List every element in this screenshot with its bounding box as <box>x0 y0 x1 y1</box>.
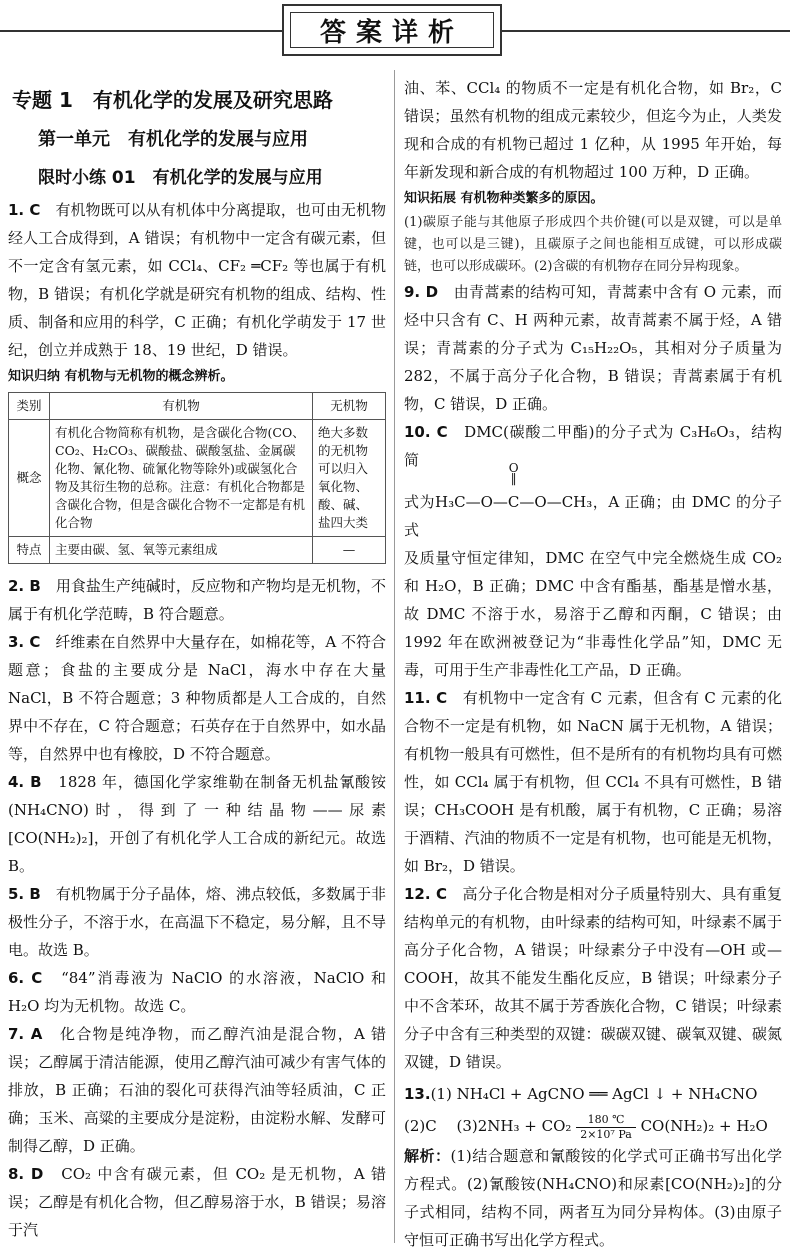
table-header-inorganic: 无机物 <box>313 393 386 420</box>
answer-13-equation-1: (1) NH₄Cl + AgCNO ══ AgCl ↓ + NH₄CNO <box>430 1085 758 1103</box>
answer-5 <box>8 880 386 964</box>
table-header-organic: 有机物 <box>50 393 313 420</box>
answer-11 <box>404 684 782 880</box>
answer-1-number: 1. C <box>8 201 41 219</box>
condition-temperature: 180 ℃ <box>576 1113 636 1128</box>
header-rule-left <box>0 30 282 32</box>
answer-13-part-3-label: (3) <box>456 1117 478 1135</box>
carbonyl-double-bond: ‖ <box>510 471 517 485</box>
answer-6 <box>8 964 386 1020</box>
answer-7 <box>8 1020 386 1160</box>
answer-10-text-b: 及质量守恒定律知，DMC 在空气中完全燃烧生成 CO₂ 和 H₂O，B 正确；DMC 中含有酯基，酯基是憎水基，故 DMC 不溶于水，易溶于乙醇和丙酮，C 错误；由 1992 年在欧洲被登记为“非毒性化学品”知，DMC 无毒，可用于生产非毒性化工产品，D 正确。 <box>404 549 782 679</box>
analysis-label: 解析： <box>404 1146 451 1165</box>
table-row-feature <box>9 537 386 564</box>
answer-3 <box>8 628 386 768</box>
answer-13-line-2 <box>404 1112 782 1142</box>
answer-12-text: 高分子化合物是相对分子质量特别大、具有重复结构单元的有机物，由叶绿素的结构可知，叶绿素不属于高分子化合物，A 错误；叶绿素分子中没有—OH 或—COOH，故其不能发生酯化反应，B 错误；叶绿素分子中不含苯环，故其不属于芳香族化合物，C 错误；叶绿素分子中含有三种类型的双键：碳碳双键、碳氧双键、碳氮双键，D 错误。 <box>404 885 782 1071</box>
answer-8-continued: 油、苯、CCl₄ 的物质不一定是有机化合物，如 Br₂，C 错误；虽然有机物的组成元素较少，但迄今为止，人类发现和合成的有机物已超过 1 亿种，从 1995 年开始，每年新发现和新合成的有机物超过 100 万种，D 正确。 <box>404 79 782 181</box>
answer-4-text: 1828 年，德国化学家维勒在制备无机盐氰酸铵(NH₄CNO)时，得到了一种结晶物——尿素[CO(NH₂)₂]，开创了有机化学人工合成的新纪元。故选 B。 <box>8 773 386 875</box>
table-row-concept <box>9 420 386 537</box>
dmc-formula-prefix: 式为H₃C—O— <box>404 493 508 511</box>
answer-13-part-2: (2)C <box>404 1117 437 1135</box>
answer-9 <box>404 278 782 418</box>
exercise-heading: 限时小练 01 有机化学的发展与应用 <box>38 168 323 188</box>
answer-10 <box>404 418 782 474</box>
answer-2-text: 用食盐生产纯碱时，反应物和产物均是无机物，不属于有机化学范畴，B 符合题意。 <box>8 577 386 623</box>
answer-5-number: 5. B <box>8 885 41 903</box>
condition-pressure: 2×10⁷ Pa <box>580 1127 632 1141</box>
answer-2-number: 2. B <box>8 577 41 595</box>
answer-11-text: 有机物中一定含有 C 元素，但含有 C 元素的化合物不一定是有机物，如 NaCN 属于无机物，A 错误；有机物一般具有可燃性，但不是所有的有机物均具有可燃性，如 CCl₄ 属于有机物，但 CCl₄ 不具有可燃性，B 错误；CH₃COOH 是有机酸，属于有机物，C 正确；易溶于酒精、汽油的物质不一定是有机物，也可能是无机物，如 Br₂，D 错误。 <box>404 689 782 875</box>
answer-9-number: 9. D <box>404 283 439 301</box>
answer-8 <box>8 1160 386 1244</box>
table-header-category: 类别 <box>9 393 50 420</box>
answer-13-line-1 <box>404 1080 782 1108</box>
right-column <box>404 74 782 1249</box>
dmc-formula-suffix: —O—CH₃，A 正确；由 DMC 的分子式 <box>404 493 782 539</box>
answer-1-text: 有机物既可以从有机体中分离提取，也可由无机物经人工合成得到，A 错误；有机物中一定含有碳元素，但不一定含有氢元素，如 CCl₄、CF₂ ═CF₂ 等也属于有机物，B 错误；有机化学就是研究有机物的组成、结构、性质、制备和应用的科学，C 正确；有机化学萌发于 17 世纪，创立并成熟于 18、19 世纪，D 错误。 <box>8 201 386 359</box>
answer-10-text-a: DMC(碳酸二甲酯)的分子式为 C₃H₆O₃，结构简 <box>404 423 782 469</box>
page-title: 答案详析 <box>290 12 494 48</box>
table-cell-feature-organic: 主要由碳、氢、氧等元素组成 <box>50 537 313 564</box>
answer-3-number: 3. C <box>8 633 41 651</box>
column-divider <box>394 70 395 1243</box>
unit-heading: 第一单元 有机化学的发展与应用 <box>38 129 308 150</box>
answer-12-number: 12. C <box>404 885 448 903</box>
answer-7-text: 化合物是纯净物，而乙醇汽油是混合物，A 错误；乙醇属于清洁能源，使用乙醇汽油可减少有害气体的排放，B 正确；石油的裂化可获得汽油等轻质油，C 正确；玉米、高粱的主要成分是淀粉，由淀粉水解、发酵可制得乙醇，D 正确。 <box>8 1025 386 1155</box>
carbonyl-group <box>507 461 520 516</box>
answer-3-text: 纤维素在自然界中大量存在，如棉花等，A 不符合题意；食盐的主要成分是 NaCl，海水中存在大量 NaCl，B 不符合题意；3 种物质都是人工合成的，自然界中不存在，C 符合题意；石英存在于自然界中，如水晶等，自然界中也有橡胶，D 不符合题意。 <box>8 633 386 763</box>
answer-11-number: 11. C <box>404 689 448 707</box>
carbonyl-oxygen <box>508 461 519 485</box>
answer-8-text: CO₂ 中含有碳元素，但 CO₂ 是无机物，A 错误；乙醇是有机化合物，但乙醇易溶于水，B 错误；易溶于汽 <box>8 1165 386 1239</box>
answer-7-number: 7. A <box>8 1025 43 1043</box>
carbonyl-oxygen-label: O <box>508 461 519 475</box>
answer-6-text: “84”消毒液为 NaClO 的水溶液，NaClO 和 H₂O 均为无机物。故选 C。 <box>8 969 386 1015</box>
answer-12 <box>404 880 782 1076</box>
header-rule-right <box>502 30 790 32</box>
table-cell-concept-organic: 有机化合物简称有机物，是含碳化合物(CO、CO₂、H₂CO₃、碳酸盐、碳酸氢盐、金属碳化物、氰化物、硫氰化物等除外)或碳氢化合物及其衍生物的总称。注意：有机化合物都是含碳化合物，但是含碳化合物不一定都是有机化合物 <box>50 420 313 537</box>
answer-5-text: 有机物属于分子晶体，熔、沸点较低，多数属于非极性分子，不溶于水，在高温下不稳定，易分解，且不导电。故选 B。 <box>8 885 386 959</box>
answer-6-number: 6. C <box>8 969 43 987</box>
concept-table <box>8 392 386 564</box>
answer-13-number: 13. <box>404 1085 431 1103</box>
answer-8-number: 8. D <box>8 1165 44 1183</box>
carbonyl-carbon: C <box>507 493 520 511</box>
reaction-conditions <box>576 1113 636 1142</box>
answer-4 <box>8 768 386 880</box>
answer-13-equation-3-left: 2NH₃ + CO₂ <box>477 1117 572 1135</box>
answer-9-text: 由青蒿素的结构可知，青蒿素中含有 O 元素，而烃中只含有 C、H 两种元素，故青蒿素不属于烃，A 错误；青蒿素的分子式为 C₁₅H₂₂O₅，其相对分子质量为 282，不属于高分子化合物，B 错误；青蒿素属于有机物，C 错误，D 正确。 <box>404 283 782 413</box>
answer-4-number: 4. B <box>8 773 42 791</box>
table-cell-feature-inorganic: — <box>313 537 386 564</box>
answer-10-number: 10. C <box>404 423 448 441</box>
dmc-structure-formula <box>404 461 782 544</box>
topic-heading: 专题 1 有机化学的发展及研究思路 <box>12 88 333 112</box>
answer-2 <box>8 572 386 628</box>
table-cell-concept-label: 概念 <box>9 420 50 537</box>
answer-13-equation-3-right: CO(NH₂)₂ + H₂O <box>640 1117 768 1135</box>
answer-13-analysis <box>404 1142 782 1254</box>
answer-1 <box>8 196 386 364</box>
left-column <box>8 70 386 1243</box>
analysis-text: (1)结合题意和氰酸铵的化学式可正确书写出化学方程式。(2)氰酸铵(NH₄CNO)和尿素[CO(NH₂)₂]的分子式相同，结构不同，两者互为同分异构体。(3)由原子守恒可正确书写出化学方程式。 <box>404 1146 782 1249</box>
table-header-row <box>9 393 386 420</box>
knowledge-extension-label: 知识拓展 有机物种类繁多的原因。 <box>404 191 604 206</box>
table-cell-concept-inorganic: 绝大多数的无机物可以归入氧化物、酸、碱、盐四大类 <box>313 420 386 537</box>
knowledge-extension-text: (1)碳原子能与其他原子形成四个共价键(可以是双键，可以是单键，也可以是三键)，且碳原子之间也能相互成键，可以形成碳链，也可以形成碳环。(2)含碳的有机物存在同分异构现象。 <box>404 215 782 274</box>
knowledge-summary-label: 知识归纳 有机物与无机物的概念辨析。 <box>8 369 234 384</box>
table-cell-feature-label: 特点 <box>9 537 50 564</box>
header-title-box <box>282 4 502 56</box>
